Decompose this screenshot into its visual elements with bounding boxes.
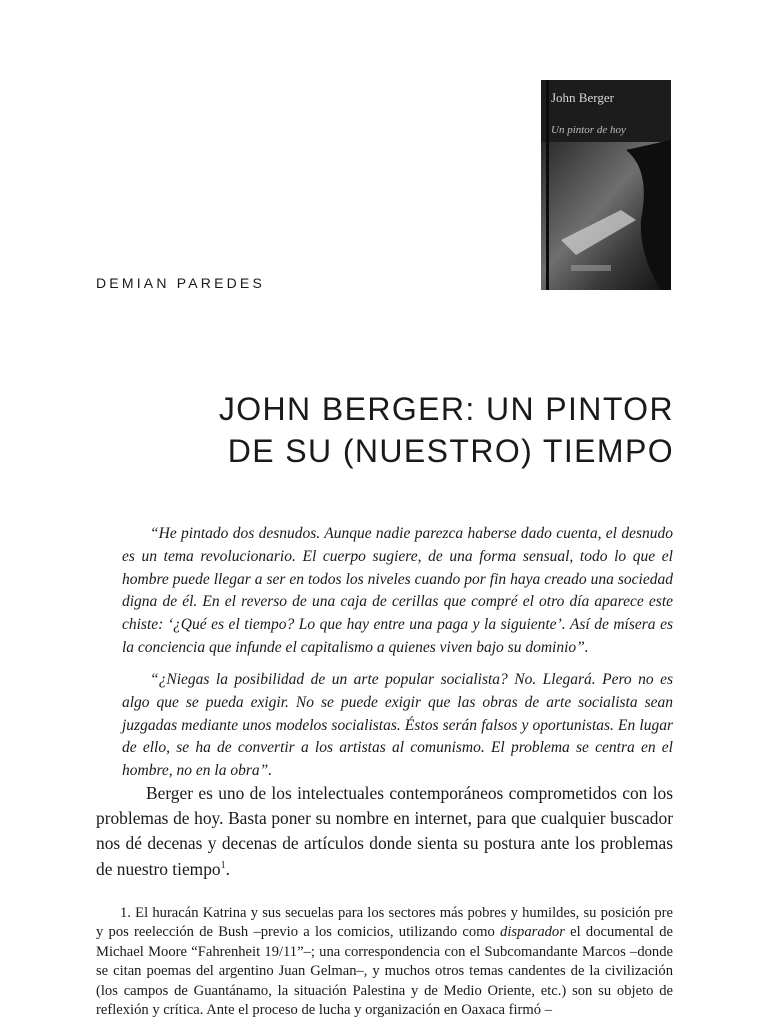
epigraph-quote-2	[122, 669, 673, 783]
body-text-end: .	[225, 858, 230, 879]
footnote-text-part1: 1. El huracán Katrina y sus secuelas para los sectores más pobres y humildes, su posición pre y pos reelección de Bush –previo a los comicios, utilizando como	[96, 905, 673, 941]
cover-author: John Berger	[551, 90, 614, 105]
quote-text: “He pintado dos desnudos. Aunque nadie parezca haberse dado cuenta, el desnudo es un tema revolucionario. El cuerpo sugiere, de una forma sensual, todo lo que el hombre puede llegar a ser en todos los niveles cuando por fin haya creado una sociedad digna de él. En el reverso de una caja de cerillas que compré el otro día aparece este chiste: ‘¿Qué es el tiempo? Lo que hay entre una paga y la siguiente’. Así de mísera es la conciencia que infunde el capitalismo a quienes viven bajo su dominio”.	[122, 525, 673, 656]
footnote	[96, 904, 673, 1020]
book-cover-image	[541, 80, 671, 290]
footnote-text-part3: el documental de Michael Moore “Fahrenheit 19/11”–; una correspondencia con el Subcomandante Marcos –donde se citan poemas del argentino Juan Gelman–, y muchos otros temas candentes de la civilización (los campos de Guantánamo, la situación Palestina y de Medio Oriente, etc.) son su objeto de reflexión y crítica. Ante el proceso de lucha y organización en Oaxaca firmó –	[96, 924, 673, 1019]
footnote-reference: 1	[220, 859, 226, 871]
body-text: Berger es uno de los intelectuales contemporáneos comprometidos con los problemas de hoy. Basta poner su nombre en internet, para que cualquier buscador nos dé decenas y decenas de artículos donde sienta su postura ante los problemas de nuestro tiempo	[96, 783, 673, 879]
quote-text: “¿Niegas la posibilidad de un arte popular socialista? No. Llegará. Pero no es algo que se pueda exigir. No se puede exigir que las obras de arte socialista sean juzgadas mediante unos modelos socialistas. Éstos serán falsos y oportunistas. En lugar de ello, se ha de convertir a los artistas al comunismo. El problema se centra en el hombre, no en la obra”.	[122, 671, 673, 780]
epigraph-quote-1	[122, 523, 673, 660]
article-title	[150, 388, 674, 472]
article-author: DEMIAN PAREDES	[96, 275, 266, 291]
footnote-italic: disparador	[500, 924, 565, 941]
title-line-2: DE SU (NUESTRO) TIEMPO	[227, 433, 674, 469]
book-cover-photo	[541, 80, 671, 290]
body-paragraph	[96, 781, 673, 882]
title-line-1: JOHN BERGER: UN PINTOR	[218, 391, 674, 427]
cover-title: Un pintor de hoy	[551, 124, 626, 136]
